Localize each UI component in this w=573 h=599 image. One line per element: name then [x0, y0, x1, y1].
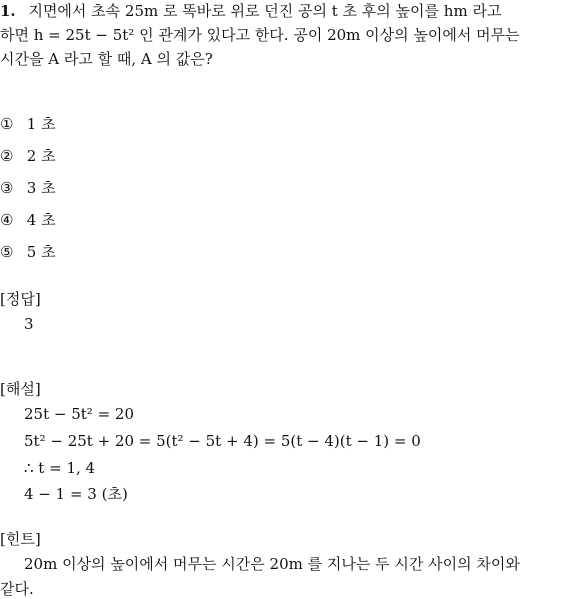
choice-mark-3: ③	[0, 179, 14, 197]
question-number: 1.	[0, 2, 16, 20]
solution-line-2: 5t² − 25t + 20 = 5(t² − 5t + 4) = 5(t − 4)(t − 1) = 0	[24, 432, 421, 450]
question-text-3: 시간을 A 라고 할 때, A 의 값은?	[0, 50, 213, 68]
question-text-2: 하면 h = 25t − 5t² 인 관계가 있다고 한다. 공이 20m 이상의 높이에서 머무는	[0, 26, 520, 44]
solution-line-4: 4 − 1 = 3 (초)	[24, 485, 128, 503]
choice-text-4: 4 초	[26, 211, 56, 229]
question-line-1	[0, 2, 501, 20]
hint-text-2: 같다.	[0, 580, 34, 598]
choice-text-5: 5 초	[26, 243, 56, 261]
choice-mark-1: ①	[0, 115, 14, 133]
question-text-1: 지면에서 초속 25m 로 똑바로 위로 던진 공의 t 초 후의 높이를 hm 라고	[28, 2, 502, 20]
answer-title: [정답]	[0, 290, 41, 308]
hint-text-1: 20m 이상의 높이에서 머무는 시간은 20m 를 지나는 두 시간 사이의 차이와	[24, 555, 520, 573]
choice-2[interactable]	[0, 147, 56, 165]
hint-title: [힌트]	[0, 530, 41, 548]
solution-title: [해설]	[0, 380, 41, 398]
choice-4[interactable]	[0, 211, 56, 229]
choice-3[interactable]	[0, 179, 56, 197]
choice-mark-4: ④	[0, 211, 14, 229]
choice-text-1: 1 초	[26, 115, 56, 133]
solution-line-3: ∴ t = 1, 4	[24, 459, 96, 477]
choice-5[interactable]	[0, 243, 56, 261]
answer-value: 3	[24, 315, 34, 333]
solution-line-1: 25t − 5t² = 20	[24, 405, 134, 423]
choice-text-3: 3 초	[26, 179, 56, 197]
choice-mark-2: ②	[0, 147, 14, 165]
choice-text-2: 2 초	[26, 147, 56, 165]
choice-mark-5: ⑤	[0, 243, 14, 261]
choice-1[interactable]	[0, 115, 56, 133]
